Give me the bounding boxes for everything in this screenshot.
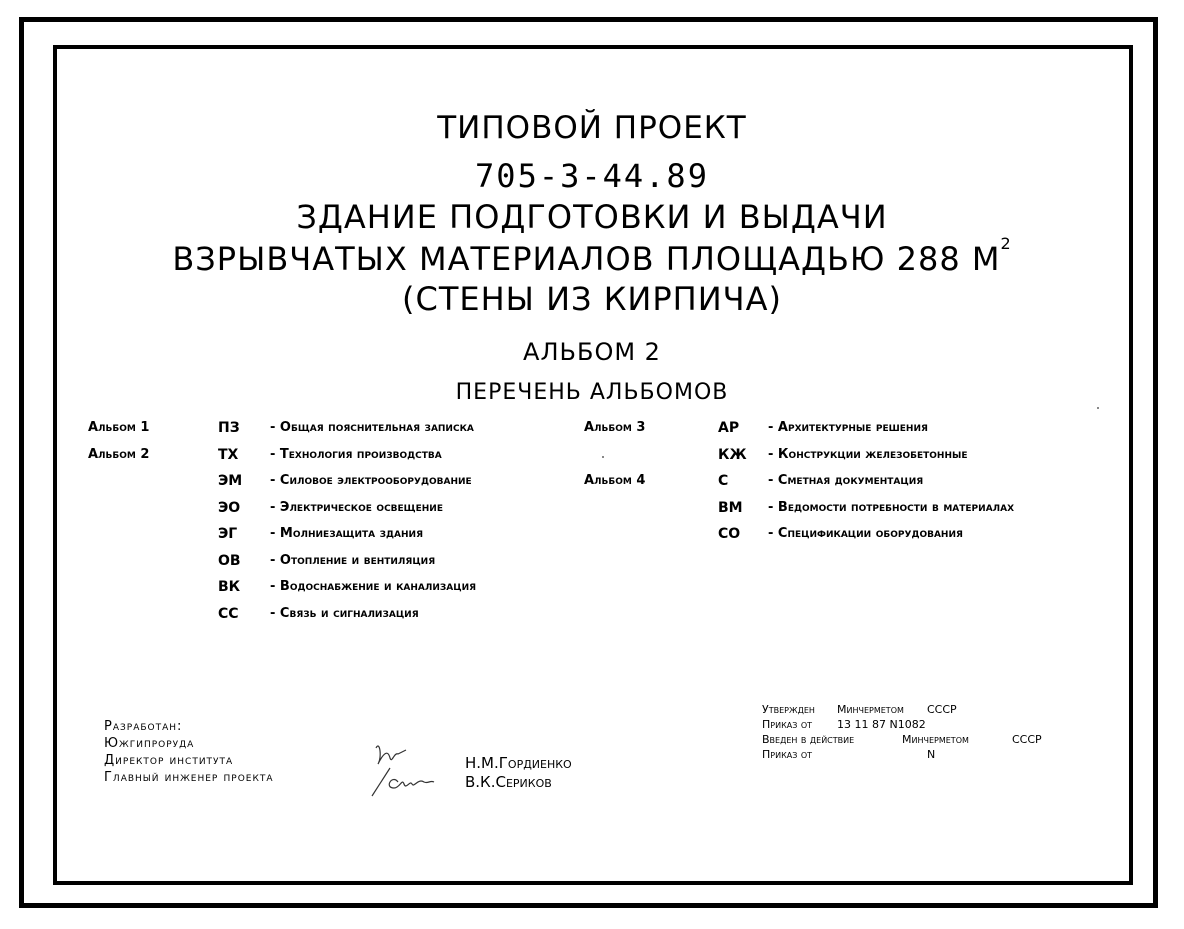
chief-engineer-name: В.К.Сериков xyxy=(465,773,552,791)
album-desc: - Ведомости потребности в материалах xyxy=(768,499,1015,515)
title-line-4-text: ВЗРЫВЧАТЫХ МАТЕРИАЛОВ ПЛОЩАДЬЮ 288 М xyxy=(172,240,1001,278)
introduced-label: Введен в действие xyxy=(762,733,855,746)
director-label: Директор института xyxy=(104,753,234,768)
album-number: АЛЬБОМ 2 xyxy=(523,338,661,366)
stray-dot xyxy=(602,456,604,458)
footer-names xyxy=(465,754,572,792)
chief-engineer-label: Главный инженер проекта xyxy=(104,770,274,785)
album-desc: - Отопление и вентиляция xyxy=(270,552,436,568)
title-line-4-sup: 2 xyxy=(1000,234,1012,253)
album-desc: - Архитектурные решения xyxy=(768,420,928,435)
album-code: АР xyxy=(718,420,740,436)
director-name: Н.М.Гордиенко xyxy=(465,754,572,772)
album-code: ВК xyxy=(218,579,241,595)
album-code: СО xyxy=(718,526,741,542)
order2-label: Приказ от xyxy=(762,748,813,761)
footer-left xyxy=(104,718,274,786)
album-desc: - Электрическое освещение xyxy=(270,499,443,515)
project-number: 705-3-44.89 xyxy=(475,157,709,195)
album-desc: - Связь и сигнализация xyxy=(270,605,419,621)
album-album: Альбом 4 xyxy=(584,473,646,488)
album-code: ЭО xyxy=(218,499,241,516)
album-code: ЭГ xyxy=(218,526,238,542)
introduced-by: Минчерметом xyxy=(902,733,969,746)
order2-value: N xyxy=(927,748,936,761)
album-album: Альбом 1 xyxy=(88,420,150,435)
album-desc: - Сметная документация xyxy=(768,473,924,488)
album-code: ТХ xyxy=(218,446,239,463)
album-desc: - Силовое электрооборудование xyxy=(270,473,472,488)
stray-dot xyxy=(1097,407,1099,409)
footer-right xyxy=(762,702,1042,762)
developed-label: Разработан: xyxy=(104,719,183,734)
introduced-country: СССР xyxy=(1012,733,1042,746)
list-title: ПЕРЕЧЕНЬ АЛЬБОМОВ xyxy=(455,380,729,405)
album-desc: - Молниезащита здания xyxy=(270,526,424,541)
title-line-4 xyxy=(0,234,1184,278)
album-desc: - Водоснабжение и канализация xyxy=(270,579,477,594)
order1-label: Приказ от xyxy=(762,718,813,731)
album-desc: - Конструкции железобетонные xyxy=(768,446,968,462)
album-desc: - Спецификации оборудования xyxy=(768,526,963,541)
album-code: С xyxy=(718,473,729,489)
album-desc: - Технология производства xyxy=(270,446,442,462)
album-code: ПЗ xyxy=(218,420,240,436)
signatures-image xyxy=(368,738,458,798)
order1-value: 13 11 87 N1082 xyxy=(837,718,926,731)
developer-org: Южгипроруда xyxy=(104,736,195,751)
album-code: ЭМ xyxy=(218,473,243,489)
approved-label: Утвержден xyxy=(762,703,815,716)
album-album: Альбом 2 xyxy=(88,446,150,462)
approved-country: СССР xyxy=(927,703,957,716)
album-desc: - Общая пояснительная записка xyxy=(270,420,474,435)
album-album: Альбом 3 xyxy=(584,420,646,435)
title-line-5: (СТЕНЫ ИЗ КИРПИЧА) xyxy=(402,280,782,318)
title-line-1: ТИПОВОЙ ПРОЕКТ xyxy=(437,110,747,146)
title-line-3: ЗДАНИЕ ПОДГОТОВКИ И ВЫДАЧИ xyxy=(296,198,888,236)
album-code: ВМ xyxy=(718,499,743,516)
approved-by: Минчерметом xyxy=(837,703,904,716)
album-code: КЖ xyxy=(718,446,747,463)
album-code: СС xyxy=(218,605,239,622)
album-code: ОВ xyxy=(218,552,241,569)
